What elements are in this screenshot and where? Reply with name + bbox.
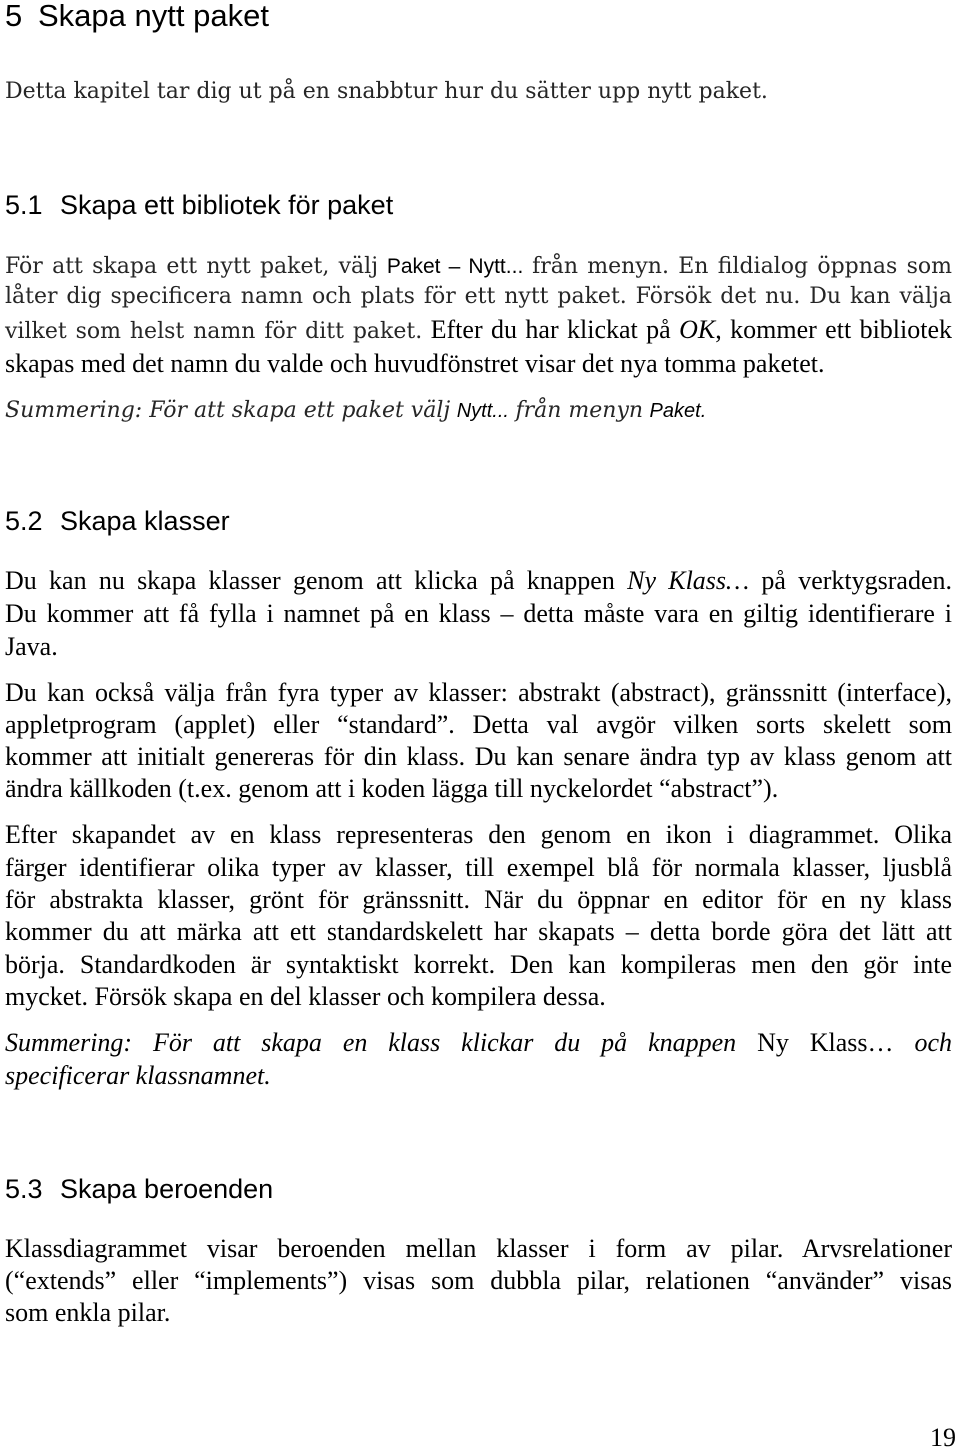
paragraph-line: Du kan också välja från fyra typer av klasser: abstrakt (abstract), gränssnitt (interface), [5, 678, 952, 707]
paragraph-line [5, 249, 952, 281]
section-title: Skapa beroenden [60, 1174, 274, 1204]
summary [5, 1027, 952, 1059]
section-number: 5.2 [5, 506, 43, 536]
paragraph-line: Efter skapandet av en klass representeras den genom en ikon i diagrammet. Olika [5, 820, 952, 849]
intro-paragraph: Detta kapitel tar dig ut på en snabbtur hur du sätter upp nytt paket. [5, 79, 768, 104]
new-class-button-reference: Ny Klass… [757, 1028, 894, 1057]
section-number: 5.1 [5, 190, 43, 220]
paragraph-line: färger identifierar olika typer av klasser, till exempel blå för normala klasser, ljusblå [5, 853, 952, 882]
text-segment: , kommer ett bibliotek [715, 315, 953, 344]
paragraph-line: Klassdiagrammet visar beroenden mellan klasser i form av pilar. Arvsrelationer [5, 1234, 952, 1263]
paragraph-line [5, 565, 952, 597]
summary [5, 393, 952, 425]
section-heading [5, 505, 952, 537]
section-heading [5, 189, 952, 221]
text-segment: vilket som helst namn för ditt paket. [5, 319, 423, 344]
summary-text: Summering: För att skapa en klass klickar du på knappen [5, 1028, 737, 1057]
paragraph-line: ändra källkoden (t.ex. genom att i koden lägga till nyckelordet “abstract”). [5, 774, 779, 803]
section-title: Skapa klasser [60, 506, 230, 536]
new-class-button-reference: Ny Klass… [627, 566, 750, 595]
paragraph-line: Java. [5, 632, 58, 661]
paragraph-line: börja. Standardkoden är syntaktiskt korrekt. Den kan kompileras men den gör inte [5, 950, 952, 979]
text-segment: på verktygsraden. [761, 566, 952, 595]
summary-text: Summering: För att skapa ett paket välj [5, 398, 451, 423]
text-segment: från menyn. En fildialog öppnas som [532, 254, 952, 279]
paragraph-line: för abstrakta klasser, grönt för gränssnitt. När du öppnar en editor för en ny klass [5, 885, 952, 914]
chapter-title: Skapa nytt paket [38, 0, 269, 33]
text-segment: Efter du har klickat på [430, 315, 671, 344]
paragraph-line: (“extends” eller “implements”) visas som dubbla pilar, relationen “använder” visas [5, 1266, 952, 1295]
text-segment: Du kan nu skapa klasser genom att klicka på knappen [5, 566, 615, 595]
chapter-heading [5, 0, 952, 31]
paragraph-line: appletprogram (applet) eller “standard”. Detta val avgör vilken sorts skelett som [5, 710, 952, 739]
summary: specificerar klassnamnet. [5, 1061, 271, 1090]
paragraph-line: som enkla pilar. [5, 1298, 171, 1327]
ok-button-reference: OK [679, 315, 716, 344]
paragraph-line: kommer att initialt genereras för din klass. Du kan senare ändra typ av klass genom att [5, 742, 952, 771]
section-heading [5, 1173, 952, 1205]
paragraph-line [5, 314, 952, 346]
page-number: 19 [930, 1423, 956, 1452]
paragraph-line: skapas med det namn du valde och huvudfönstret visar det nya tomma paketet. [5, 349, 825, 378]
paragraph-line: mycket. Försök skapa en del klasser och kompilera dessa. [5, 982, 606, 1011]
chapter-number: 5 [5, 0, 23, 33]
paragraph-line: kommer du att märka att ett standardskelett har skapats – detta borde göra det lätt att [5, 917, 952, 946]
menu-command: Nytt... [456, 400, 509, 422]
paragraph-line: låter dig specificera namn och plats för ett nytt paket. Försök det nu. Du kan välja [5, 284, 952, 309]
text-segment: För att skapa ett nytt paket, välj [5, 254, 379, 279]
menu-command: Paket. [649, 400, 707, 422]
summary-text: och [914, 1028, 952, 1057]
section-title: Skapa ett bibliotek för paket [60, 190, 394, 220]
section-number: 5.3 [5, 1174, 43, 1204]
paragraph-line: Du kommer att få fylla i namnet på en klass – detta måste vara en giltig identifierare i [5, 599, 952, 628]
menu-command: Paket – Nytt... [386, 255, 524, 278]
summary-text: från menyn [515, 398, 644, 423]
